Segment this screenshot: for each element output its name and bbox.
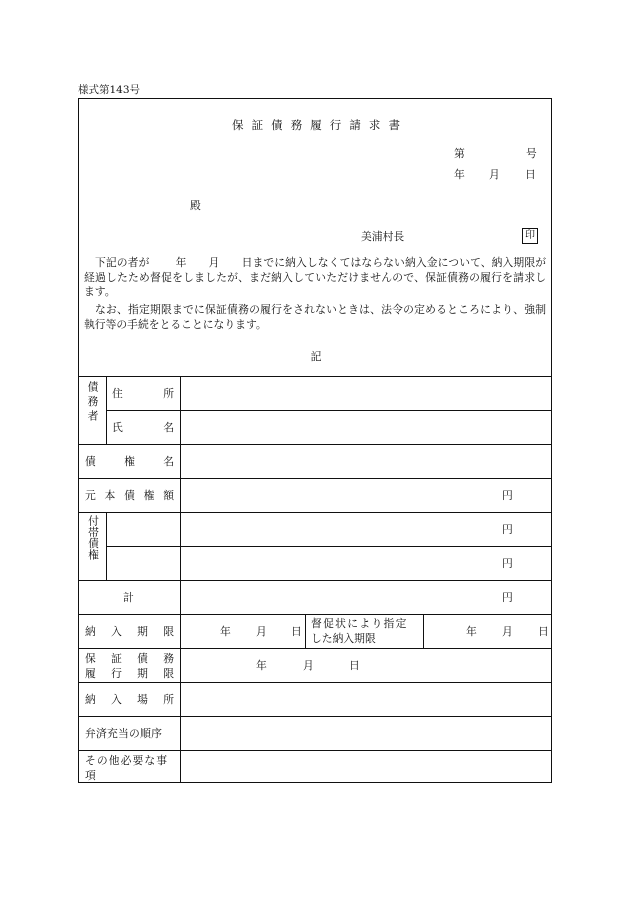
principal-yen: 円 xyxy=(502,489,513,502)
claim-char-2: 権 xyxy=(124,455,135,468)
guarantee-char-4: 務 xyxy=(163,652,174,665)
deadline-char-2: 入 xyxy=(111,625,122,638)
other-label-1: その他必要な事 xyxy=(85,754,169,767)
guarantee-char-7: 期 xyxy=(137,667,148,680)
ki-label: 記 xyxy=(310,350,322,363)
deadline-year: 年 xyxy=(220,625,231,638)
number-suffix: 号 xyxy=(526,147,537,160)
guarantee-day: 日 xyxy=(349,659,360,672)
claim-char-3: 名 xyxy=(163,455,174,468)
body-paragraph-2: なお、指定期限までに保証債務の履行をされないときは、法令の定めるところにより、強制執行等の手続をとることになります。 xyxy=(84,303,546,331)
dunning-deadline-label-1: 督促状により指定 xyxy=(311,617,408,630)
debtor-label: 債務者 xyxy=(86,381,100,425)
dunning-month: 月 xyxy=(502,625,513,638)
issuer-name: 美浦村長 xyxy=(361,230,405,243)
principal-char-1: 元 xyxy=(85,489,96,502)
principal-char-4: 権 xyxy=(143,489,155,502)
body-paragraph-1 xyxy=(84,256,546,300)
guarantee-label-2 xyxy=(85,666,174,681)
principal-label xyxy=(85,488,174,503)
guarantee-char-8: 限 xyxy=(163,667,174,680)
payment-place-label xyxy=(85,692,174,707)
other-label-2: 項 xyxy=(85,769,96,782)
p1-month: 月 xyxy=(208,256,220,269)
deadline-char-3: 期 xyxy=(137,625,148,638)
guarantee-char-2: 証 xyxy=(111,652,122,665)
name-char-1: 氏 xyxy=(112,421,123,434)
dunning-deadline-label-2: した納入期限 xyxy=(311,632,376,645)
form-number: 様式第143号 xyxy=(78,84,141,96)
total-yen: 円 xyxy=(502,591,513,604)
deadline-char-4: 限 xyxy=(163,625,174,638)
addressee-suffix: 殿 xyxy=(190,199,201,212)
guarantee-char-3: 債 xyxy=(137,652,148,665)
address-label xyxy=(112,386,174,401)
supplementary-yen-1: 円 xyxy=(502,523,513,536)
p1-part-b: 日までに納入しなくてはならない納入金について、納入期限が経過したため督促をしましたが、まだ納入していただけませんので、保証債務の履行を請求します。 xyxy=(84,256,547,298)
principal-char-5: 額 xyxy=(163,489,174,502)
guarantee-month: 月 xyxy=(303,659,314,672)
p1-year: 年 xyxy=(175,256,187,269)
place-char-3: 場 xyxy=(137,693,148,706)
principal-char-3: 債 xyxy=(124,489,135,502)
guarantee-year: 年 xyxy=(256,659,267,672)
place-char-4: 所 xyxy=(163,693,174,706)
dunning-day: 日 xyxy=(538,625,549,638)
guarantee-char-5: 履 xyxy=(85,667,96,680)
allocation-order-label: 弁済充当の順序 xyxy=(85,727,163,740)
total-label: 計 xyxy=(123,591,134,604)
address-char-2: 所 xyxy=(163,387,174,400)
p1-part-a: 下記の者が xyxy=(95,256,150,269)
name-label xyxy=(112,420,174,435)
claim-char-1: 債 xyxy=(85,455,96,468)
request-form xyxy=(78,98,552,783)
deadline-day: 日 xyxy=(291,625,302,638)
place-char-2: 入 xyxy=(111,693,122,706)
header-day: 日 xyxy=(525,168,536,181)
guarantee-char-6: 行 xyxy=(111,667,122,680)
number-prefix: 第 xyxy=(454,147,465,160)
principal-char-2: 本 xyxy=(104,489,116,502)
dunning-year: 年 xyxy=(466,625,477,638)
header-month: 月 xyxy=(489,168,500,181)
deadline-label xyxy=(85,624,174,639)
header-year: 年 xyxy=(454,168,465,181)
guarantee-char-1: 保 xyxy=(85,652,96,665)
guarantee-label-1 xyxy=(85,651,174,666)
address-char-1: 住 xyxy=(112,387,123,400)
document-title: 保証債務履行請求書 xyxy=(232,118,408,132)
place-char-1: 納 xyxy=(85,693,96,706)
supplementary-yen-2: 円 xyxy=(502,557,513,570)
deadline-char-1: 納 xyxy=(85,625,96,638)
claim-name-label xyxy=(85,454,174,469)
seal-mark: 印 xyxy=(522,228,538,244)
deadline-month: 月 xyxy=(256,625,267,638)
supplementary-label: 付帯債権 xyxy=(87,515,100,561)
name-char-2: 名 xyxy=(163,421,174,434)
